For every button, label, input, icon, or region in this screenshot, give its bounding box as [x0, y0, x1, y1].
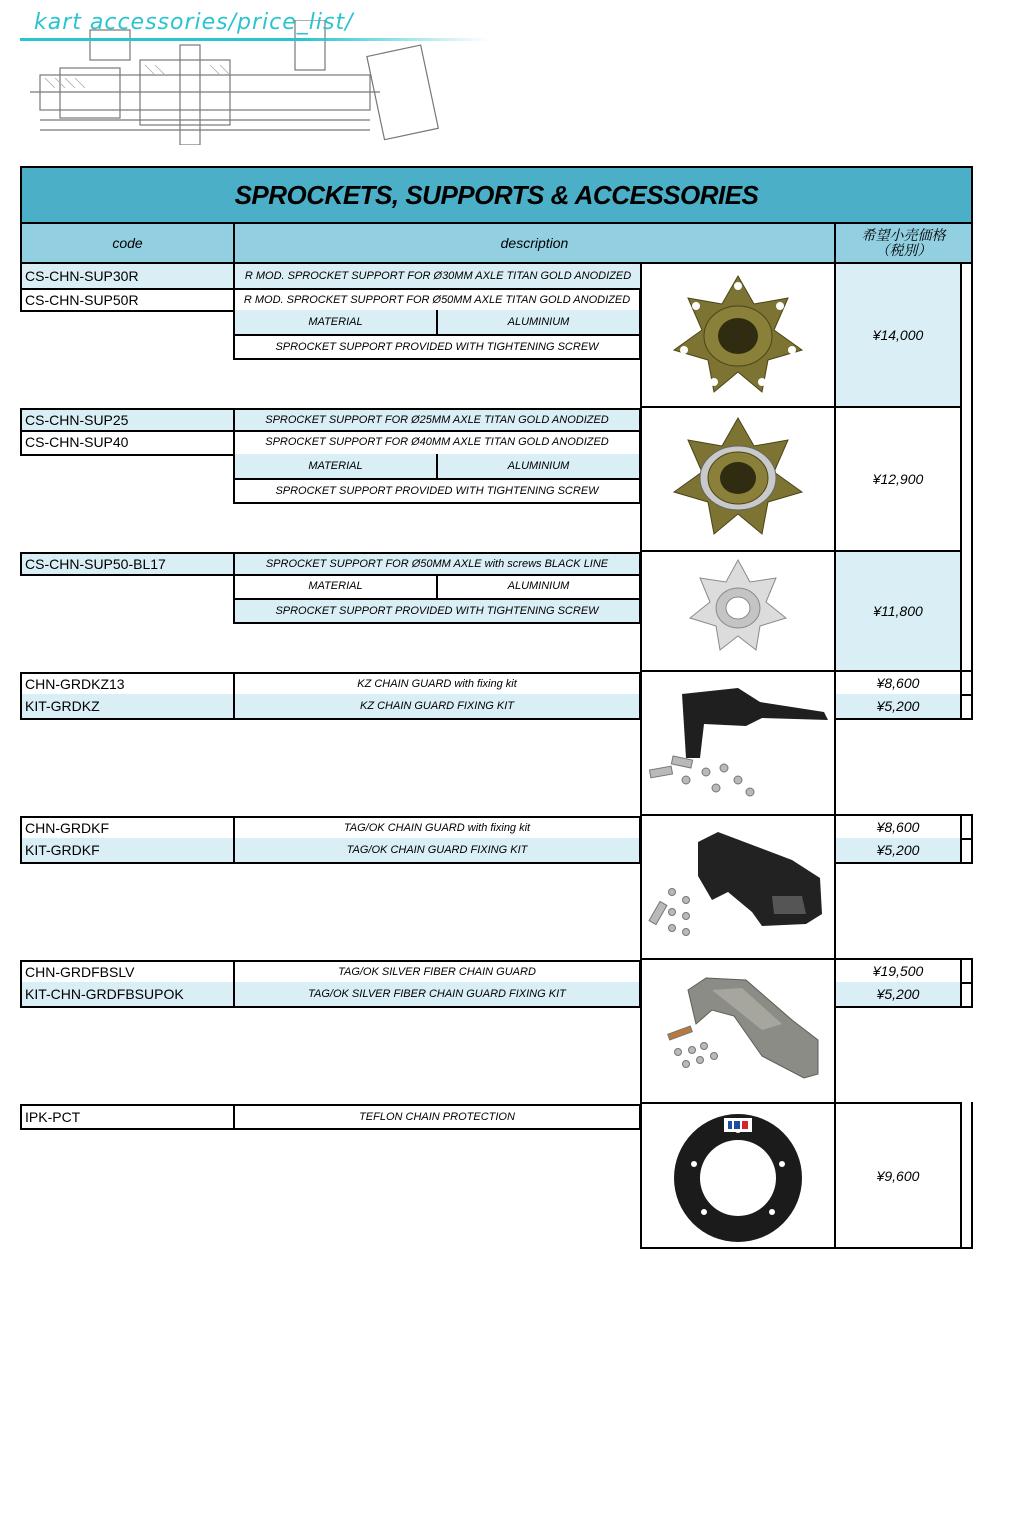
silver-fiber-chain-guard-image — [642, 960, 834, 1102]
product-code: KIT-GRDKZ — [20, 694, 235, 720]
column-header-description: description — [233, 222, 836, 264]
product-price: ¥12,900 — [834, 406, 962, 552]
product-image — [640, 958, 836, 1104]
product-code: CS-CHN-SUP50R — [20, 288, 235, 312]
product-image — [640, 262, 836, 408]
material-label: MATERIAL — [233, 454, 438, 480]
product-price: ¥19,500 — [834, 958, 962, 984]
product-price: ¥8,600 — [834, 670, 962, 696]
product-description: TEFLON CHAIN PROTECTION — [233, 1104, 641, 1130]
teflon-chain-protection-image — [642, 1104, 834, 1247]
product-image — [640, 1102, 836, 1249]
product-code: KIT-GRDKF — [20, 838, 235, 864]
product-price: ¥9,600 — [834, 1102, 962, 1249]
product-description: SPROCKET SUPPORT FOR Ø50MM AXLE with screws BLACK LINE — [233, 552, 641, 576]
product-image — [640, 814, 836, 960]
product-code: CS-CHN-SUP30R — [20, 264, 235, 288]
silver-sprocket-support-image — [642, 552, 834, 670]
page-header — [0, 0, 520, 150]
material-value: ALUMINIUM — [436, 454, 641, 480]
kz-chain-guard-image — [642, 672, 834, 814]
product-description: SPROCKET SUPPORT FOR Ø40MM AXLE TITAN GOLD ANODIZED — [233, 430, 641, 456]
product-code: CHN-GRDKF — [20, 816, 235, 840]
gold-sprocket-support-image — [642, 408, 834, 550]
material-value: ALUMINIUM — [436, 574, 641, 600]
product-image — [640, 550, 836, 672]
product-price: ¥5,200 — [834, 838, 962, 864]
column-header-code: code — [20, 222, 235, 264]
material-label: MATERIAL — [233, 310, 438, 336]
tag-ok-chain-guard-image — [642, 816, 834, 958]
product-description: TAG/OK SILVER FIBER CHAIN GUARD FIXING KIT — [233, 982, 641, 1008]
product-description: KZ CHAIN GUARD with fixing kit — [233, 672, 641, 696]
product-price: ¥14,000 — [834, 262, 962, 408]
screw-note: SPROCKET SUPPORT PROVIDED WITH TIGHTENING SCREW — [233, 334, 641, 360]
screw-note: SPROCKET SUPPORT PROVIDED WITH TIGHTENING SCREW — [233, 478, 641, 504]
column-header-price: 希望小売価格 （税別） — [834, 222, 973, 264]
breadcrumb: kart accessories/price_list/ — [34, 10, 354, 35]
product-price: ¥5,200 — [834, 694, 962, 720]
product-price: ¥8,600 — [834, 814, 962, 840]
product-description: SPROCKET SUPPORT FOR Ø25MM AXLE TITAN GOLD ANODIZED — [233, 408, 641, 432]
product-code: CS-CHN-SUP50-BL17 — [20, 552, 235, 576]
product-code: IPK-PCT — [20, 1104, 235, 1130]
product-description: R MOD. SPROCKET SUPPORT FOR Ø50MM AXLE TITAN GOLD ANODIZED — [233, 288, 641, 312]
product-price: ¥11,800 — [834, 550, 962, 672]
product-code: CHN-GRDFBSLV — [20, 960, 235, 984]
table-title: SPROCKETS, SUPPORTS & ACCESSORIES — [20, 166, 973, 224]
screw-note: SPROCKET SUPPORT PROVIDED WITH TIGHTENING SCREW — [233, 598, 641, 624]
material-value: ALUMINIUM — [436, 310, 641, 336]
product-description: R MOD. SPROCKET SUPPORT FOR Ø30MM AXLE TITAN GOLD ANODIZED — [233, 264, 641, 288]
product-description: TAG/OK CHAIN GUARD with fixing kit — [233, 816, 641, 840]
product-image — [640, 670, 836, 816]
product-code: CS-CHN-SUP25 — [20, 408, 235, 432]
product-description: TAG/OK CHAIN GUARD FIXING KIT — [233, 838, 641, 864]
product-image — [640, 406, 836, 552]
product-price: ¥5,200 — [834, 982, 962, 1008]
product-code: CHN-GRDKZ13 — [20, 672, 235, 696]
product-description: KZ CHAIN GUARD FIXING KIT — [233, 694, 641, 720]
product-code: CS-CHN-SUP40 — [20, 430, 235, 456]
material-label: MATERIAL — [233, 574, 438, 600]
gold-sprocket-support-image — [642, 264, 834, 406]
product-description: TAG/OK SILVER FIBER CHAIN GUARD — [233, 960, 641, 984]
product-code: KIT-CHN-GRDFBSUPOK — [20, 982, 235, 1008]
